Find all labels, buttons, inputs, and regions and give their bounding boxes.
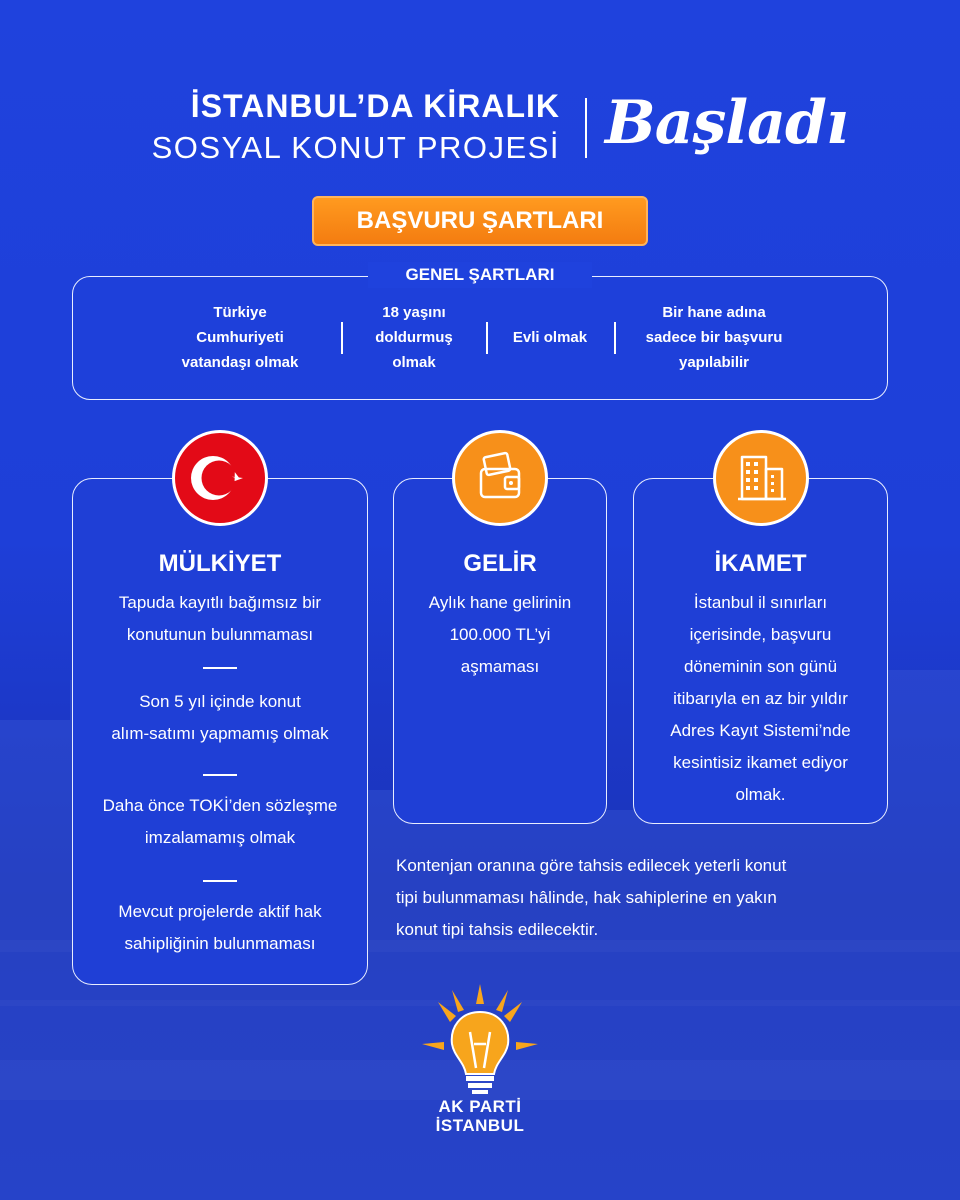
- title-divider: [585, 98, 587, 158]
- general-item-citizenship: [150, 300, 330, 375]
- general-item-age: [354, 300, 474, 375]
- residence-text-line: içerisinde, başvuru: [689, 625, 832, 644]
- general-item-line: doldurmuş: [375, 329, 453, 346]
- income-title: GELİR: [463, 550, 537, 577]
- residence-text-line: kesintisiz ikamet ediyor: [673, 753, 848, 772]
- ownership-divider: [203, 667, 237, 669]
- ownership-text-line: Mevcut projelerde aktif hak: [118, 902, 322, 921]
- general-item-line: yapılabilir: [678, 354, 750, 371]
- ownership-divider: [203, 880, 237, 882]
- general-divider: [614, 322, 616, 354]
- ownership-text-line: Son 5 yıl içinde konut: [139, 692, 301, 711]
- logo-line-1: AK PARTİ: [438, 1097, 522, 1116]
- general-item-line: Evli olmak: [512, 329, 588, 346]
- general-item-married: [498, 325, 602, 350]
- income-text-line: aşmaması: [460, 657, 540, 676]
- logo-line-2: İSTANBUL: [435, 1116, 525, 1135]
- residence-text-line: itibarıyla en az bir yıldır: [673, 689, 848, 708]
- general-item-line: Cumhuriyeti: [196, 329, 284, 346]
- ownership-text-line: imzalamamış olmak: [144, 828, 296, 847]
- general-item-line: 18 yaşını: [382, 304, 446, 321]
- ownership-divider: [203, 774, 237, 776]
- ownership-item-1: [76, 587, 364, 651]
- wallet-icon: [452, 430, 548, 526]
- ownership-text-line: konutunun bulunmaması: [126, 625, 314, 644]
- ownership-text-line: Daha önce TOKİ’den sözleşme: [102, 796, 338, 815]
- buildings-icon: [713, 430, 809, 526]
- note-line: Kontenjan oranına göre tahsis edilecek yeterli konut: [396, 856, 787, 875]
- income-text-line: 100.000 TL’yi: [449, 625, 551, 644]
- income-text-line: Aylık hane gelirinin: [428, 593, 572, 612]
- residence-text-line: olmak.: [735, 785, 786, 804]
- general-item-one-application: [626, 300, 802, 375]
- residence-text-line: Adres Kayıt Sistemi’nde: [670, 721, 851, 740]
- residence-text-line: döneminin son günü: [683, 657, 838, 676]
- income-text: [397, 587, 603, 683]
- general-divider: [486, 322, 488, 354]
- general-item-line: Bir hane adına: [662, 304, 766, 321]
- residence-text: [637, 587, 884, 811]
- ownership-text-line: sahipliğinin bulunmaması: [124, 934, 316, 953]
- header: [0, 80, 960, 180]
- general-item-line: Türkiye: [213, 304, 267, 321]
- ownership-item-2: [76, 686, 364, 750]
- general-divider: [341, 322, 343, 354]
- ownership-title: MÜLKİYET: [158, 550, 282, 577]
- allocation-note: [396, 850, 866, 946]
- ownership-text-line: alım-satımı yapmamış olmak: [111, 724, 329, 743]
- residence-title: İKAMET: [714, 550, 807, 577]
- general-requirements-title: GENEL ŞARTLARI: [368, 262, 592, 288]
- ownership-item-4: [76, 896, 364, 960]
- note-line: konut tipi tahsis edilecektir.: [396, 920, 599, 939]
- turkish-flag-icon: [172, 430, 268, 526]
- general-item-line: olmak: [392, 354, 436, 371]
- title-line-1: İSTANBUL’DA KİRALIK: [190, 88, 560, 124]
- title-script: Başladı: [605, 88, 848, 158]
- ownership-item-3: [76, 790, 364, 854]
- ownership-text-line: Tapuda kayıtlı bağımsız bir: [118, 593, 322, 612]
- note-line: tipi bulunmaması hâlinde, hak sahiplerine en yakın: [396, 888, 777, 907]
- title-line-2: SOSYAL KONUT PROJESİ: [151, 130, 560, 165]
- requirements-badge: BAŞVURU ŞARTLARI: [312, 196, 648, 246]
- general-item-line: vatandaşı olmak: [181, 354, 299, 371]
- residence-text-line: İstanbul il sınırları: [693, 593, 828, 612]
- general-item-line: sadece bir başvuru: [645, 329, 783, 346]
